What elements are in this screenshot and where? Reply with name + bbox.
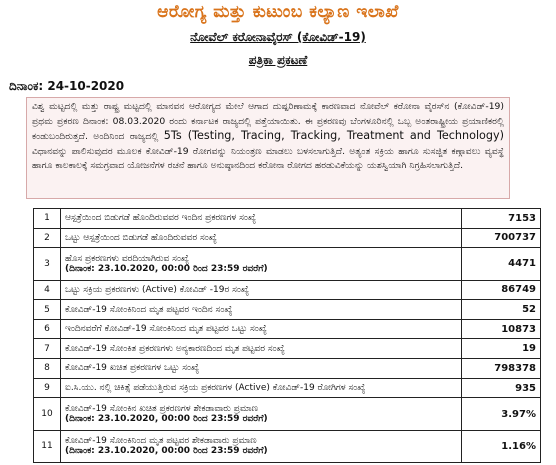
release-date: ದಿನಾಂಕ: 24-10-2020 — [9, 79, 125, 93]
table-row — [34, 248, 541, 280]
table-row — [34, 319, 541, 339]
row-value: 935 — [462, 378, 541, 398]
row-description — [61, 209, 462, 229]
row-label: ಕೋವಿಡ್-19 ಸೋಂಕಿತ ಪ್ರಕರಣಗಳು ಅನ್ಯಕಾರಣದಿಂದ ಮೃತ ಪಟ್ಟವರ ಸಂಖ್ಯೆ — [65, 343, 285, 354]
intro-text-1: ವಿಶ್ವ ಮಟ್ಟದಲ್ಲಿ ಮತ್ತು ರಾಷ್ಟ್ರ ಮಟ್ಟದಲ್ಲಿ ಮಾನವನ ಆರೋಗ್ಯದ ಮೇಲೆ ಆಗಾದ ದುಷ್ಪರಿಣಾಮಕ್ಕೆ ಕಾರಣವಾದ ನೋವೆಲ್ ಕರೋನಾ ವೈರಸ್‌ನ (ಕೋವಿಡ್-19) ಪ್ರಥಮ ಪ್ರಕರಣ ದಿನಾಂಕ: 08.03.2020 ರಂದು ಕರ್ನಾಟಕ ರಾಜ್ಯದಲ್ಲಿ ಪತ್ತೆಯಾಯಿತು. ಈ ಪ್ರಕರಣವು ಬೆಂಗಳೂರಿನಲ್ಲಿ ಒಬ್ಬ ಅಂತರಾಷ್ಟ್ರೀಯ ಪ್ರಯಾಣಿಕರಲ್ಲಿ ಕಂಡುಬಂದಿರುತ್ತದೆ. ಅಂದಿನಿಂದ ರಾಜ್ಯದಲ್ಲಿ — [32, 101, 504, 142]
row-number: 6 — [34, 319, 61, 339]
table-row — [34, 280, 541, 300]
row-value: 19 — [462, 339, 541, 359]
table-row — [34, 378, 541, 398]
intro-text-2: ವಿಧಾನವನ್ನು ಪಾಲಿಸುವುದರ ಮೂಲಕ ಕೋವಿಡ್-19 ರೋಗವನ್ನು ನಿಯಂತ್ರಣ ಮಾಡಲು ಬಳಸಲಾಗುತ್ತಿದೆ. ಅತ್ಯಂತ ಸಕ್ರಿಯ ಹಾಗೂ ಸುಸಜ್ಜಿತ ಕಣ್ಗಾವಲು ವ್ಯವಸ್ಥೆ ಹಾಗೂ ಕಾಲಕಾಲಕ್ಕೆ ಸಮಗ್ರವಾದ ಯೋಜನೆಗಳ ರಚನೆ ಹಾಗೂ ಅನುಷ್ಠಾನದಿಂದ ಕರೋನಾ ರೋಗದ ಹರಡುವಿಕೆಯನ್ನು ಯಶಸ್ವಿಯಾಗಿ ನಿಗ್ರಹಿಸಲಾಗುತ್ತಿದೆ. — [32, 145, 504, 171]
row-number: 11 — [34, 430, 61, 462]
row-label: ಐ.ಸಿ.ಯು. ನಲ್ಲಿ ಚಿಕಿತ್ಸೆ ಪಡೆಯುತ್ತಿರುವ ಸಕ್ರಿಯ ಪ್ರಕರಣಗಳ (Active) ಕೋವಿಡ್-19 ರೋಗಿಗಳ ಸಂಖ್ಯೆ — [65, 383, 366, 394]
row-number: 10 — [34, 398, 61, 430]
row-description — [61, 398, 462, 430]
row-description — [61, 248, 462, 280]
row-description — [61, 430, 462, 462]
row-label: ಹೊಸ ಪ್ರಕರಣಗಳು ವರದಿಯಾಗಿರುವ ಸಂಖ್ಯೆ — [65, 253, 190, 264]
row-value: 86749 — [462, 280, 541, 300]
statistics-table — [33, 208, 541, 463]
row-description — [61, 359, 462, 379]
row-label: ಇಂದಿನವರೆಗೆ ಕೋವಿಡ್-19 ಸೋಂಕಿನಿಂದ ಮೃತ ಪಟ್ಟವರ ಒಟ್ಟು ಸಂಖ್ಯೆ — [65, 324, 267, 335]
press-release-heading: ಪತ್ರಿಕಾ ಪ್ರಕಟಣೆ — [248, 53, 308, 67]
row-number: 1 — [34, 209, 61, 229]
row-number: 4 — [34, 280, 61, 300]
row-description — [61, 378, 462, 398]
table-row — [34, 209, 541, 229]
row-label: ಕೋವಿಡ್-19 ಖಚಿತ ಪ್ರಕರಣಗಳ ಒಟ್ಟು ಸಂಖ್ಯೆ — [65, 363, 200, 374]
row-description — [61, 300, 462, 320]
row-number: 9 — [34, 378, 61, 398]
table-row — [34, 398, 541, 430]
row-label: ಆಸ್ಪತ್ರೆಯಿಂದ ಬಿಡುಗಡೆ ಹೊಂದಿರುವವರ ಇಂದಿನ ಪ್ರಕರಣಗಳ ಸಂಖ್ಯೆ — [65, 213, 257, 224]
intro-text-5ts: 5Ts (Testing, Tracing, Tracking, Treatment and Technology) — [163, 129, 504, 142]
row-description — [61, 228, 462, 248]
row-label: ಕೋವಿಡ್-19 ಸೋಂಕಿನಿಂದ ಮೃತ ಪಟ್ಟವರ ಶೇಕಡಾವಾರು ಪ್ರಮಾಣ — [65, 436, 257, 447]
statistics-table-body — [34, 209, 541, 463]
row-number: 7 — [34, 339, 61, 359]
row-date-range: (ದಿನಾಂಕ: 23.10.2020, 00:00 ರಿಂದ 23:59 ರವರೆಗೆ) — [65, 263, 268, 274]
table-row — [34, 359, 541, 379]
intro-paragraph — [26, 97, 510, 199]
row-number: 3 — [34, 248, 61, 280]
table-row — [34, 300, 541, 320]
row-value: 3.97% — [462, 398, 541, 430]
table-row — [34, 430, 541, 462]
row-label: ಕೋವಿಡ್-19 ಸೋಂಕಿನಿಂದ ಮೃತ ಪಟ್ಟವರ ಇಂದಿನ ಸಂಖ್ಯೆ — [65, 304, 233, 315]
row-description — [61, 339, 462, 359]
row-label: ಕೋವಿಡ್-19 ಸೋಂಕಿನ ಖಚಿತ ಪ್ರಕರಣಗಳ ಶೇಕಡಾವಾರು ಪ್ರಮಾಣ — [65, 404, 259, 415]
row-label: ಒಟ್ಟು ಸಕ್ರಿಯ ಪ್ರಕರಣಗಳು (Active) ಕೋವಿಡ್ -19ರ ಸಂಖ್ಯೆ — [65, 284, 250, 295]
row-number: 2 — [34, 228, 61, 248]
row-number: 5 — [34, 300, 61, 320]
row-description — [61, 319, 462, 339]
table-row — [34, 339, 541, 359]
row-number: 8 — [34, 359, 61, 379]
department-title: ಆರೋಗ್ಯ ಮತ್ತು ಕುಟುಂಬ ಕಲ್ಯಾಣ ಇಲಾಖೆ — [157, 2, 399, 22]
row-description — [61, 280, 462, 300]
row-value: 1.16% — [462, 430, 541, 462]
row-value: 52 — [462, 300, 541, 320]
row-value: 700737 — [462, 228, 541, 248]
row-value: 7153 — [462, 209, 541, 229]
row-value: 4471 — [462, 248, 541, 280]
row-value: 798378 — [462, 359, 541, 379]
row-date-range: (ದಿನಾಂಕ: 23.10.2020, 00:00 ರಿಂದ 23:59 ರವರೆಗೆ) — [65, 414, 268, 425]
table-row — [34, 228, 541, 248]
row-date-range: (ದಿನಾಂಕ: 23.10.2020, 00:00 ರಿಂದ 23:59 ರವರೆಗೆ) — [65, 446, 268, 457]
row-label: ಒಟ್ಟು ಆಸ್ಪತ್ರೆಯಿಂದ ಬಿಡುಗಡೆ ಹೊಂದಿರುವವರ ಸಂಖ್ಯೆ — [65, 232, 217, 243]
subject-title: ನೋವೆಲ್ ಕರೋನಾವೈರಸ್ (ಕೋವಿಡ್-19) — [190, 30, 366, 44]
row-value: 10873 — [462, 319, 541, 339]
